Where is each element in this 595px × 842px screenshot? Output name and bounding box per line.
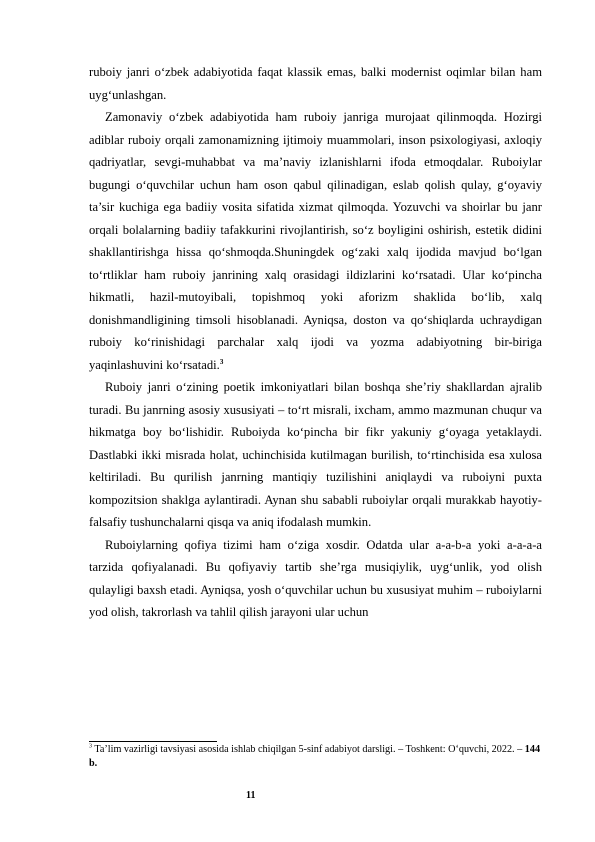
paragraph-continuation: ruboiy janri o‘zbek adabiyotida faqat klassik emas, balki modernist oqimlar bilan ham uyg‘unlashgan.: [89, 65, 542, 102]
paragraph-modern-ruboiy: [89, 106, 542, 376]
paragraph-modern-ruboiy-text: Zamonaviy o‘zbek adabiyotida ham ruboiy janriga murojaat qilinmoqda. Hozirgi adiblar ruboiy orqali zamonamizning ijtimoiy muammolari, inson psixologiyasi, axloqiy qadriyatlar, sevgi-muhabbat va ma’naviy izlanishlarni ifoda etmoqdalar. Ruboiylar bugungi o‘quvchilar uchun ham oson qabul qilinadigan, eslab qolish qulay, g‘oyaviy ta’sir kuchiga ega badiiy vosita sifatida xizmat qilmoqda. Yozuvchi va shoirlar bu janr orqali bolalarning badiiy tafakkurini rivojlantirish, so‘z boyligini oshirish, estetik didini shakllantirishga hissa qo‘shmoqda.Shuningdek og‘zaki xalq ijodida mavjud bo‘lgan to‘rtliklar ham ruboiy janrining xalq orasidagi ildizlarini ko‘rsatadi. Ular ko‘pincha hikmatli, hazil-mutoyibali, topishmoq yoki aforizm shaklida bo‘lib, xalq donishmandligining timsoli hisoblanadi. Ayniqsa, doston va qo‘shiqlarda uchraydigan ruboiy ko‘rinishidagi parchalar xalq ijodi va yozma adabiyotning bir-biriga yaqinlashuvini ko‘rsatadi.: [89, 110, 542, 372]
body-text: [89, 61, 542, 624]
paragraph-rhyme-system: Ruboiylarning qofiya tizimi ham o‘ziga xosdir. Odatda ular a-a-b-a yoki a-a-a-a tarzida qofiyalanadi. Bu qofiyaviy tartib she’rga musiqiylik, uyg‘unlik, yod olish qulayligi baxsh etadi. Ayniqsa, yosh o‘quvchilar uchun bu xususiyat muhim – ruboiylarni yod olish, takrorlash va tahlil qilish jarayoni ular uchun: [89, 537, 542, 619]
page-number: 11: [246, 790, 256, 801]
footnote-pages: 144 b.: [89, 744, 541, 769]
footnote-reference: 3: [219, 357, 224, 366]
footnote-separator: [89, 741, 217, 742]
footnote-text: Ta’lim vazirligi tavsiyasi asosida ishlab chiqilgan 5-sinf adabiyot darsligi. – Toshkent: O‘quvchi, 2022. –: [92, 744, 525, 755]
paragraph-poetic-features: Ruboiy janri o‘zining poetik imkoniyatlari bilan boshqa she’riy shakllardan ajralib turadi. Bu janrning asosiy xususiyati – to‘rt misrali, ixcham, ammo mazmunan chuqur va hikmatga boy bo‘lishidir. Ruboiyda ko‘pincha bir fikr yakuniy g‘oyaga yetaklaydi. Dastlabki ikki misrada holat, uchinchisida kutilmagan burilish, to‘rtinchisida esa xulosa keltiriladi. Bu qurilish janrning mantiqiy tuzilishini aniqlaydi va ruboiyni puxta kompozitsion shaklga aylantiradi. Aynan shu sababli ruboiylar orqali murakkab hayotiy-falsafiy tushunchalarni qisqa va aniq ifodalash mumkin.: [89, 380, 542, 529]
footnote-number: 3: [89, 743, 92, 750]
footnote: [89, 743, 542, 771]
